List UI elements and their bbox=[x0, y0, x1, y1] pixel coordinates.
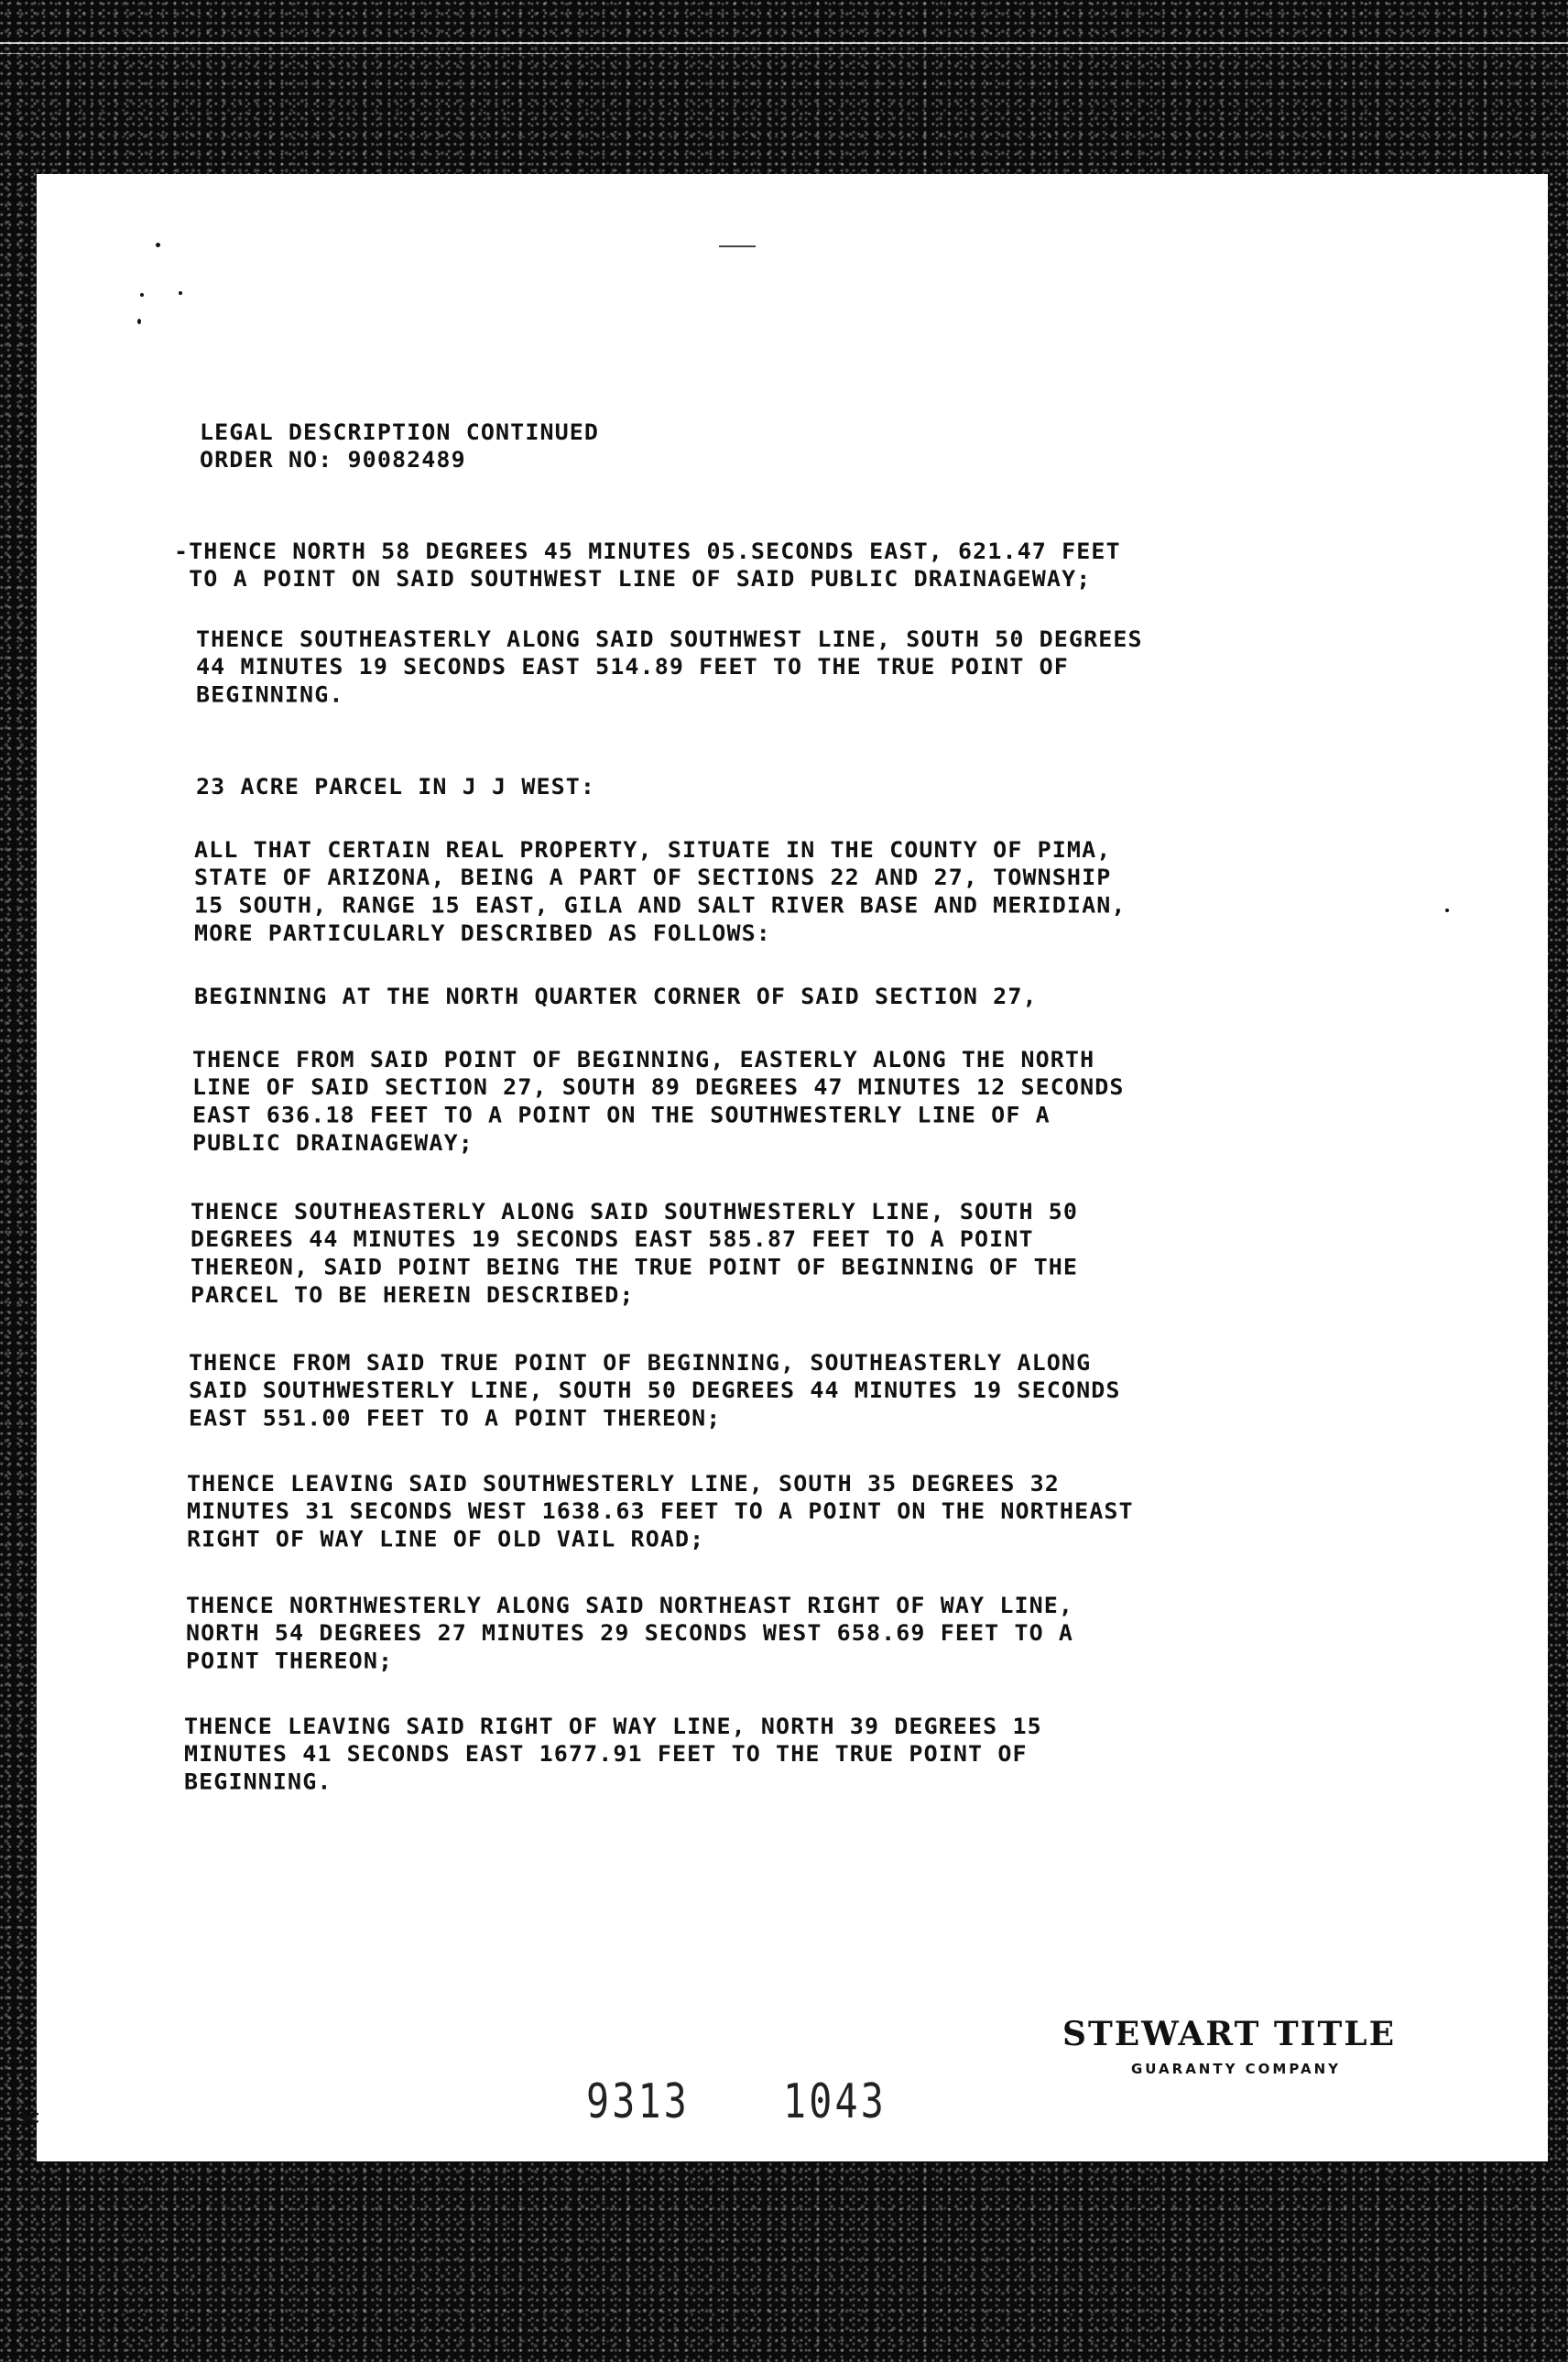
document-page bbox=[37, 174, 1548, 2161]
company-logo-subtitle: GUARANTY COMPANY bbox=[1131, 2061, 1341, 2077]
scan-edge-line bbox=[0, 42, 1568, 44]
order-number: ORDER NO: 90082489 bbox=[200, 446, 466, 473]
paragraph: THENCE NORTHWESTERLY ALONG SAID NORTHEAST RIGHT OF WAY LINE, NORTH 54 DEGREES 27 MINUTES 29 SECONDS WEST 658.69 FEET TO A POINT THEREON; bbox=[186, 1592, 1074, 1674]
scan-speck bbox=[1445, 909, 1449, 912]
scan-speck bbox=[179, 291, 182, 295]
company-logo-name: STEWART TITLE bbox=[1062, 2015, 1397, 2053]
paragraph: THENCE LEAVING SAID RIGHT OF WAY LINE, NORTH 39 DEGREES 15 MINUTES 41 SECONDS EAST 1677.91 FEET TO THE TRUE POINT OF BEGINNING. bbox=[184, 1713, 1042, 1795]
header-line: LEGAL DESCRIPTION CONTINUED bbox=[200, 419, 600, 445]
paragraph: THENCE SOUTHEASTERLY ALONG SAID SOUTHWEST LINE, SOUTH 50 DEGREES 44 MINUTES 19 SECONDS EAST 514.89 FEET TO THE TRUE POINT OF BEGINNING. bbox=[196, 626, 1143, 708]
paragraph: THENCE LEAVING SAID SOUTHWESTERLY LINE, SOUTH 35 DEGREES 32 MINUTES 31 SECONDS WEST 1638.63 FEET TO A POINT ON THE NORTHEAST RIGHT OF WAY LINE OF OLD VAIL ROAD; bbox=[187, 1470, 1134, 1552]
paragraph: BEGINNING AT THE NORTH QUARTER CORNER OF SAID SECTION 27, bbox=[194, 983, 1038, 1009]
docket-number: 9313 bbox=[586, 2074, 690, 2129]
corner-code: 9C bbox=[18, 2109, 39, 2127]
paragraph: THENCE SOUTHEASTERLY ALONG SAID SOUTHWESTERLY LINE, SOUTH 50 DEGREES 44 MINUTES 19 SECONDS EAST 585.87 FEET TO A POINT THEREON, SAID POINT BEING THE TRUE POINT OF BEGINNING OF THE PARCEL TO BE HEREIN DESCRIBED; bbox=[191, 1198, 1079, 1308]
page-number: 1043 bbox=[783, 2074, 887, 2129]
scan-speck bbox=[137, 319, 141, 324]
paragraph: THENCE FROM SAID POINT OF BEGINNING, EASTERLY ALONG THE NORTH LINE OF SAID SECTION 27, SOUTH 89 DEGREES 47 MINUTES 12 SECONDS EAST 636.18 FEET TO A POINT ON THE SOUTHWESTERLY LINE OF A PUBLIC DRAINAGEWAY; bbox=[192, 1046, 1125, 1156]
scan-edge-line bbox=[0, 53, 1568, 54]
paragraph: ALL THAT CERTAIN REAL PROPERTY, SITUATE IN THE COUNTY OF PIMA, STATE OF ARIZONA, BEING A PART OF SECTIONS 22 AND 27, TOWNSHIP 15 SOUTH, RANGE 15 EAST, GILA AND SALT RIVER BASE AND MERIDIAN, MORE PARTICULARLY DESCRIBED AS FOLLOWS: bbox=[194, 836, 1127, 946]
scan-speck bbox=[156, 243, 160, 247]
scan-mark bbox=[719, 245, 756, 247]
paragraph: -THENCE NORTH 58 DEGREES 45 MINUTES 05.SECONDS EAST, 621.47 FEET TO A POINT ON SAID SOUTHWEST LINE OF SAID PUBLIC DRAINAGEWAY; bbox=[174, 538, 1121, 592]
scan-speck bbox=[140, 293, 144, 297]
parcel-heading: 23 ACRE PARCEL IN J J WEST: bbox=[196, 773, 596, 800]
paragraph: THENCE FROM SAID TRUE POINT OF BEGINNING, SOUTHEASTERLY ALONG SAID SOUTHWESTERLY LINE, SOUTH 50 DEGREES 44 MINUTES 19 SECONDS EAST 551.00 FEET TO A POINT THEREON; bbox=[189, 1349, 1121, 1431]
